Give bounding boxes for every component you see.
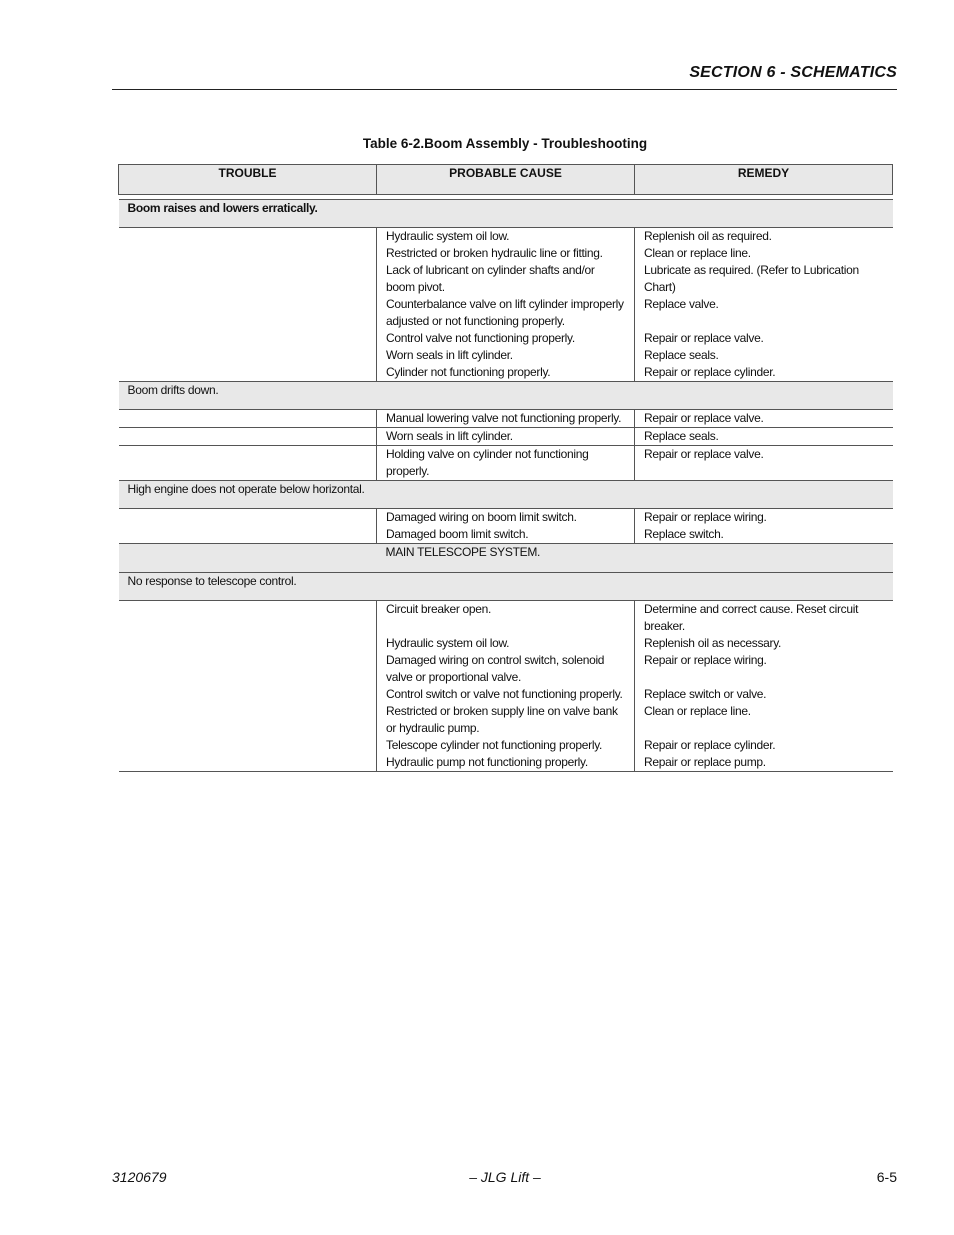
remedy: Repair or replace cylinder.: [635, 364, 893, 382]
table-row: [119, 526, 893, 544]
trouble-cell: [119, 509, 377, 527]
table-row: [119, 296, 893, 330]
table-row: [119, 754, 893, 772]
trouble-cell: [119, 703, 377, 737]
probable-cause: Hydraulic system oil low.: [377, 228, 635, 246]
remedy: Determine and correct cause. Reset circuit breaker.: [644, 602, 859, 633]
table-row: [119, 446, 893, 481]
trouble-cell: [119, 526, 377, 544]
trouble-cell: [119, 347, 377, 364]
header-rule: [112, 89, 897, 90]
probable-cause: Control valve not functioning properly.: [377, 330, 635, 347]
probable-cause: Hydraulic pump not functioning properly.: [377, 754, 635, 772]
trouble-cell: [119, 686, 377, 703]
table-row: [119, 737, 893, 754]
probable-cause: Damaged wiring on control switch, solenoid valve or proportional valve.: [377, 652, 635, 686]
probable-cause: Telescope cylinder not functioning properly.: [377, 737, 635, 754]
probable-cause: Hydraulic system oil low.: [377, 635, 635, 652]
probable-cause: Lack of lubricant on cylinder shafts and/or boom pivot.: [377, 262, 635, 296]
probable-cause: Worn seals in lift cylinder.: [377, 428, 635, 446]
probable-cause: Control switch or valve not functioning properly.: [377, 686, 635, 703]
column-header-remedy: REMEDY: [635, 165, 893, 195]
trouble-cell: [119, 446, 377, 481]
trouble-cell: [119, 652, 377, 686]
probable-cause: Manual lowering valve not functioning properly.: [377, 410, 635, 428]
trouble-cell: [119, 245, 377, 262]
remedy: Repair or replace wiring.: [644, 653, 767, 667]
probable-cause: Damaged wiring on boom limit switch.: [377, 509, 635, 527]
troubleshooting-table: [118, 164, 893, 772]
probable-cause: Circuit breaker open.: [377, 601, 635, 636]
doc-number: 3120679: [112, 1169, 167, 1185]
table-title: Table 6-2.Boom Assembly - Troubleshooting: [362, 136, 648, 151]
section-heading-spacer: [119, 544, 377, 573]
table-row: [119, 652, 893, 686]
table-row: [119, 509, 893, 527]
remedy: Repair or replace valve.: [644, 331, 764, 345]
table-body: [119, 195, 893, 772]
table-row: [119, 410, 893, 428]
trouble-cell: [119, 754, 377, 772]
footer-publisher: – JLG Lift –: [469, 1169, 541, 1185]
remedy: Replenish oil as necessary.: [644, 636, 782, 650]
trouble-category: Boom raises and lowers erratically.: [119, 200, 893, 228]
table-row: [119, 428, 893, 446]
remedy: Clean or replace line.: [644, 704, 751, 718]
probable-cause: Damaged boom limit switch.: [377, 526, 635, 544]
remedy: Lubricate as required. (Refer to Lubrication Chart): [644, 263, 859, 294]
table-row: [119, 635, 893, 652]
probable-cause: Counterbalance valve on lift cylinder improperly adjusted or not functioning properly.: [377, 296, 635, 330]
trouble-cell: [119, 330, 377, 347]
remedy: Repair or replace pump.: [635, 754, 893, 772]
table-row: [119, 330, 893, 347]
trouble-category: No response to telescope control.: [119, 573, 893, 601]
probable-cause: Restricted or broken supply line on valve bank or hydraulic pump.: [377, 703, 635, 737]
column-header-trouble: TROUBLE: [119, 165, 377, 195]
probable-cause: Cylinder not functioning properly.: [377, 364, 635, 382]
page-number: 6-5: [876, 1169, 897, 1185]
table-row: [119, 228, 893, 246]
trouble-cell: [119, 601, 377, 636]
table-row: [119, 703, 893, 737]
table-row: [119, 262, 893, 296]
remedy: Replace switch or valve.: [644, 687, 767, 701]
column-header-probable-cause: PROBABLE CAUSE: [377, 165, 635, 195]
remedy: Replace valve.: [644, 297, 719, 311]
probable-cause: Holding valve on cylinder not functioning properly.: [377, 446, 635, 481]
trouble-cell: [119, 410, 377, 428]
trouble-category: Boom drifts down.: [119, 382, 893, 410]
table-row: [119, 245, 893, 262]
trouble-cell: [119, 228, 377, 246]
table-row: [119, 364, 893, 382]
probable-cause: Restricted or broken hydraulic line or fitting.: [377, 245, 635, 262]
trouble-cell: [119, 635, 377, 652]
table-row: [119, 686, 893, 703]
section-heading: MAIN TELESCOPE SYSTEM.: [377, 544, 893, 573]
table-row: [119, 601, 893, 636]
remedy: Replace switch.: [635, 526, 893, 544]
section-header: SECTION 6 - SCHEMATICS: [689, 64, 897, 81]
remedy: Replace seals.: [635, 428, 893, 446]
remedy: Repair or replace valve.: [635, 410, 893, 428]
trouble-category: High engine does not operate below horizontal.: [119, 481, 893, 509]
remedy: Repair or replace valve.: [635, 446, 893, 481]
trouble-cell: [119, 364, 377, 382]
remedy: Replace seals.: [644, 348, 719, 362]
remedy: Repair or replace cylinder.: [644, 738, 776, 752]
table-row: [119, 347, 893, 364]
trouble-cell: [119, 296, 377, 330]
remedy: Clean or replace line.: [644, 246, 751, 260]
remedy: Replenish oil as required.: [644, 229, 772, 243]
trouble-cell: [119, 737, 377, 754]
trouble-cell: [119, 428, 377, 446]
trouble-cell: [119, 262, 377, 296]
remedy: Repair or replace wiring.: [644, 510, 767, 524]
probable-cause: Worn seals in lift cylinder.: [377, 347, 635, 364]
